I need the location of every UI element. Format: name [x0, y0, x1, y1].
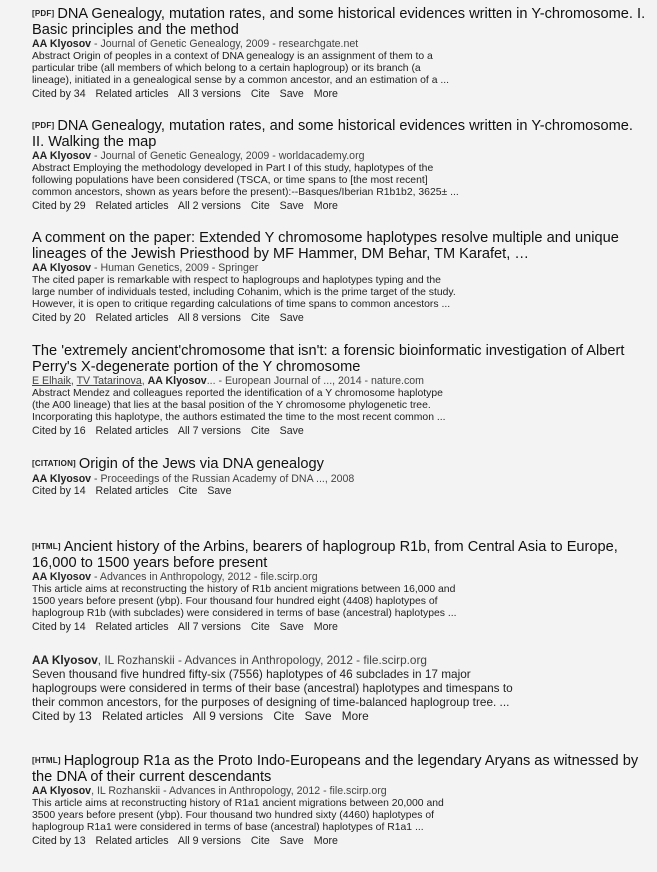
author-link[interactable]: AA Klyosov [32, 472, 92, 485]
save-link[interactable]: Save [279, 424, 304, 437]
result-links [32, 88, 647, 101]
versions-link[interactable]: All 2 versions [177, 199, 241, 212]
result-snippet: Abstract Mendez and colleagues reported the identification of a Y chromosome haplotype (the A00 lineage) that lies at the basal position of the Y chromosome phylogenetic tree. Incorporating this haplotype, the authors estimated the time to the most recent common ... [32, 387, 446, 424]
versions-link[interactable]: All 8 versions [177, 311, 241, 324]
result-item [32, 6, 647, 101]
save-link[interactable]: Save [279, 311, 304, 324]
cited-by-link[interactable]: Cited by 34 [32, 87, 86, 100]
versions-link[interactable]: All 7 versions [177, 424, 241, 437]
more-link[interactable]: More [341, 709, 369, 723]
author-link[interactable]: TV Tatarinova [76, 375, 142, 387]
author-link[interactable]: AA Klyosov [147, 375, 207, 387]
result-item [32, 653, 647, 723]
related-articles-link[interactable]: Related articles [101, 709, 184, 723]
cite-link[interactable]: Cite [250, 834, 270, 847]
result-item [32, 539, 647, 634]
result-snippet: Abstract Employing the methodology developed in Part I of this study, haplotypes of the following populations have been considered (TSCA, or time spans to [the most recent] common ancestors, shown as years before the present):--Basques/Iberian R1b1b2, 3625± ... [32, 162, 459, 199]
result-item [32, 456, 647, 498]
versions-link[interactable]: All 9 versions [177, 834, 241, 847]
author-link[interactable]: AA Klyosov [32, 653, 98, 667]
more-link[interactable]: More [313, 620, 338, 633]
cited-by-link[interactable]: Cited by 13 [32, 709, 92, 723]
cite-link[interactable]: Cite [250, 311, 270, 324]
save-link[interactable]: Save [207, 485, 232, 497]
save-link[interactable]: Save [279, 199, 304, 212]
save-link[interactable]: Save [279, 834, 304, 847]
related-articles-link[interactable]: Related articles [95, 424, 169, 437]
cite-link[interactable]: Cite [178, 485, 198, 497]
save-link[interactable]: Save [279, 87, 304, 100]
cited-by-link[interactable]: Cited by 14 [32, 485, 86, 497]
cite-link[interactable]: Cite [250, 199, 270, 212]
result-links [32, 200, 647, 213]
result-authors: AA Klyosov - Journal of Genetic Genealogy, 2009 - researchgate.net [32, 38, 359, 50]
more-link[interactable]: More [313, 834, 338, 847]
result-authors: AA Klyosov - Proceedings of the Russian Academy of DNA ..., 2008 [32, 472, 355, 485]
result-title[interactable]: The 'extremely ancient'chromosome that isn't: a forensic bioinformatic investigation of Albert Perry's X-degenerate portion of the Y chromosome [32, 343, 625, 375]
more-link[interactable]: More [313, 87, 338, 100]
result-title[interactable]: [CITATION] Origin of the Jews via DNA genealogy [32, 456, 324, 472]
save-link[interactable]: Save [279, 620, 304, 633]
result-snippet: This article aims at reconstructing the history of R1b ancient migrations between 16,000 and 1500 years before present (ybp). Four thousand four hundred eight (4408) haplotypes of haplogroup R1b (with subclades) were considered in terms of base (ancestral) haplotypes ... [32, 583, 457, 620]
related-articles-link[interactable]: Related articles [95, 620, 169, 633]
result-links [32, 425, 647, 438]
result-title[interactable]: A comment on the paper: Extended Y chromosome haplotypes resolve multiple and unique lineages of the Jewish Priesthood by MF Hammer, DM Behar, TM Karafet, … [32, 230, 619, 262]
related-articles-link[interactable]: Related articles [95, 87, 169, 100]
author-link[interactable]: E Elhaik [32, 375, 71, 387]
more-link[interactable]: More [313, 199, 338, 212]
cited-by-link[interactable]: Cited by 16 [32, 424, 86, 437]
related-articles-link[interactable]: Related articles [95, 834, 169, 847]
result-title[interactable]: [HTML] Ancient history of the Arbins, bearers of haplogroup R1b, from Central Asia to Europe, 16,000 to 1500 years before present [32, 539, 618, 571]
versions-link[interactable]: All 3 versions [177, 87, 241, 100]
result-title[interactable]: [PDF] DNA Genealogy, mutation rates, and some historical evidences written in Y-chromosome. II. Walking the map [32, 118, 633, 150]
versions-link[interactable]: All 7 versions [177, 620, 241, 633]
result-snippet: Seven thousand five hundred fifty-six (7556) haplotypes of 46 subclades in 17 major haplogroups were considered in terms of their base (ancestral) haplotypes and timespans to their common ancestors, for the purposes of designing of time-balanced haplogroup tree. ... [32, 667, 513, 709]
format-tag: [HTML] [32, 756, 61, 765]
result-title[interactable]: [PDF] DNA Genealogy, mutation rates, and some historical evidences written in Y-chromosome. I. Basic principles and the method [32, 6, 646, 38]
cite-link[interactable]: Cite [250, 620, 270, 633]
result-links [32, 485, 647, 498]
author-link[interactable]: AA Klyosov [32, 262, 92, 274]
cited-by-link[interactable]: Cited by 14 [32, 620, 86, 633]
related-articles-link[interactable]: Related articles [95, 311, 169, 324]
result-links [32, 621, 647, 634]
author-link[interactable]: AA Klyosov [32, 38, 92, 50]
result-item [32, 231, 647, 325]
result-title[interactable]: [HTML] Haplogroup R1a as the Proto Indo-Europeans and the legendary Aryans as witnessed by the DNA of their current descendants [32, 753, 639, 785]
cited-by-link[interactable]: Cited by 20 [32, 311, 86, 324]
format-tag: [CITATION] [32, 459, 76, 468]
author-link[interactable]: AA Klyosov [32, 785, 92, 797]
format-tag: [PDF] [32, 9, 55, 18]
result-authors: AA Klyosov, IL Rozhanskii - Advances in Anthropology, 2012 - file.scirp.org [32, 785, 387, 797]
related-articles-link[interactable]: Related articles [95, 199, 169, 212]
result-item [32, 344, 647, 438]
author-link[interactable]: AA Klyosov [32, 571, 92, 583]
result-authors: E Elhaik, TV Tatarinova, AA Klyosov... - European Journal of ..., 2014 - nature.com [32, 375, 424, 387]
result-authors: AA Klyosov - Journal of Genetic Genealogy, 2009 - worldacademy.org [32, 150, 365, 162]
result-links [32, 709, 647, 723]
result-snippet: This article aims at reconstructing history of R1a1 ancient migrations between 20,000 and 3500 years before present (ybp). Four thousand two hundred sixty (4460) haplotypes of haplogroup R1a1 were considered in terms of base (ancestral) haplotypes of R1a1 ... [32, 797, 444, 834]
save-link[interactable]: Save [304, 709, 332, 723]
result-links [32, 312, 647, 325]
result-authors: AA Klyosov - Human Genetics, 2009 - Springer [32, 262, 259, 274]
result-item [32, 118, 647, 213]
author-link[interactable]: AA Klyosov [32, 150, 92, 162]
cite-link[interactable]: Cite [250, 87, 270, 100]
result-snippet: Abstract Origin of peoples in a context of DNA genealogy is an assignment of them to a particular tribe (all members of which belong to a certain haplogroup) or its branch (a lineage), initiated in a genealogical sense by a common ancestor, and an estimation of a ... [32, 50, 450, 87]
format-tag: [PDF] [32, 121, 55, 130]
cited-by-link[interactable]: Cited by 13 [32, 834, 86, 847]
result-item [32, 753, 647, 848]
result-snippet: The cited paper is remarkable with respect to haplogroups and haplotypes typing and the large number of individuals tested, including Cohanim, which is the prime target of the study. However, it is open to critique regarding calculations of time spans to common ancestors ... [32, 274, 456, 311]
cite-link[interactable]: Cite [273, 709, 295, 723]
cite-link[interactable]: Cite [250, 424, 270, 437]
result-authors: AA Klyosov - Advances in Anthropology, 2012 - file.scirp.org [32, 571, 318, 583]
related-articles-link[interactable]: Related articles [95, 485, 169, 497]
result-links [32, 835, 647, 848]
result-authors: AA Klyosov, IL Rozhanskii - Advances in Anthropology, 2012 - file.scirp.org [32, 653, 427, 667]
format-tag: [HTML] [32, 542, 61, 551]
cited-by-link[interactable]: Cited by 29 [32, 199, 86, 212]
versions-link[interactable]: All 9 versions [192, 709, 264, 723]
